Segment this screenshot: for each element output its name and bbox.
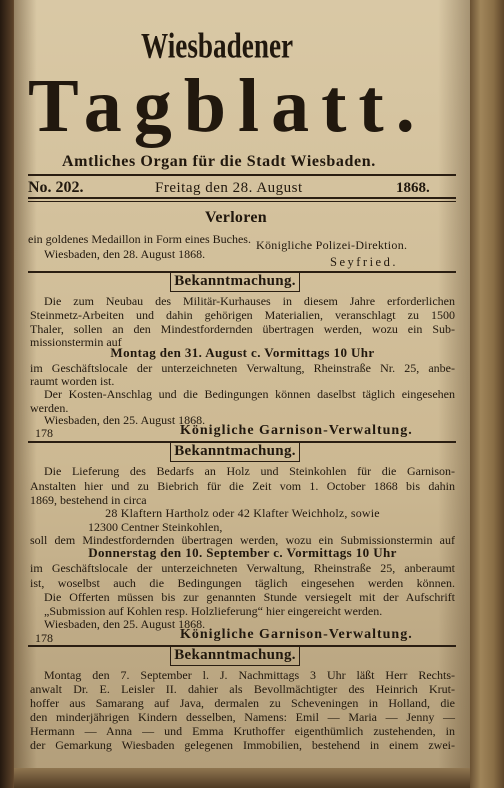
- masthead-title: Tagblatt.: [28, 64, 427, 148]
- notice-line: raumt worden ist.: [30, 374, 115, 388]
- notice-place-date: Wiesbaden, den 25. August 1868.: [44, 617, 206, 631]
- notice-line: missionstermin auf: [30, 335, 122, 349]
- notice-heading: Bekanntmachung.: [170, 272, 300, 292]
- notice-line: 28 Klaftern Hartholz oder 42 Klafter Weichholz, sowie: [105, 506, 380, 520]
- notice-place-date: Wiesbaden, den 28. August 1868.: [44, 247, 206, 261]
- notice-line: „Submission auf Kohlen resp. Holzlieferung“ hier eingereicht werden.: [44, 604, 383, 618]
- notice-line: im Geschäftslocale der unterzeichneten Verwaltung, Rheinstraße 25, anberaumt: [30, 561, 455, 575]
- issue-date: Freitag den 28. August: [155, 180, 303, 196]
- divider: [28, 197, 456, 199]
- notice-line: Die Offerten müssen bis zur genannten Stunde versiegelt mit der Aufschrift: [44, 590, 455, 604]
- notice-line: anwalt Dr. E. Leisler II. dahier als Bevollmächtigter des Heinrich Krut-: [30, 682, 455, 696]
- notice-heading: Bekanntmachung.: [170, 442, 300, 462]
- masthead-subtitle: Amtliches Organ für die Stadt Wiesbaden.: [62, 153, 376, 170]
- notice-heading: Verloren: [205, 209, 267, 226]
- notice-appointment: Montag den 31. August c. Vormittags 10 Uhr: [110, 345, 375, 360]
- notice-line: soll dem Mindestfordernden übertragen werden, wozu ein Submissionstermin auf: [30, 533, 455, 547]
- notice-place-date: Wiesbaden, den 25. August 1868.: [44, 413, 206, 427]
- notice-line: Hermann — Anna — und Emma Kruthoffer eigenthümlich zustehenden, in: [30, 724, 455, 738]
- notice-line: Der Kosten-Anschlag und die Bedingungen können daselbst täglich eingesehen: [44, 387, 455, 401]
- notice-line: ist, woselbst auch die Bedingungen täglich eingesehen werden können.: [30, 576, 455, 590]
- notice-line: im Geschäftslocale der unterzeichneten Verwaltung, Rheinstraße Nr. 25, anbe-: [30, 361, 455, 375]
- notice-line: 12300 Centner Steinkohlen,: [88, 520, 223, 534]
- notice-line: Anstalten hier und zu Biebrich für die Zeit vom 1. October 1868 bis dahin: [30, 479, 455, 493]
- notice-authority: Königliche Polizei-Direktion.: [256, 238, 408, 252]
- notice-authority: Königliche Garnison-Verwaltung.: [180, 423, 413, 438]
- masthead-title-top: Wiesbadener: [141, 27, 294, 66]
- notice-line: werden.: [30, 401, 69, 415]
- issue-number: No. 202.: [28, 179, 84, 196]
- notice-line: Thaler, sollen an den Mindestfordernden übertragen werden, wozu ein Sub-: [30, 322, 455, 336]
- notice-line: ein goldenes Medaillon in Form eines Buches.: [28, 232, 251, 246]
- notice-line: Steinmetz-Arbeiten und dahin gehörigen Materialien, veranschlagt zu 1500: [30, 308, 455, 322]
- notice-number: 178: [35, 631, 53, 645]
- notice-heading: Bekanntmachung.: [170, 646, 300, 666]
- notice-line: hoffer aus Samarang auf Java, dermalen zu Scheveningen in Holland, die: [30, 696, 455, 710]
- notice-line: Die zum Neubau des Militär-Kurhauses in diesem Jahre erforderlichen: [44, 294, 455, 308]
- notice-line: der Gemarkung Wiesbaden gelegenen Immobilien, bestehend in einem zwei-: [30, 738, 455, 752]
- notice-line: den minderjährigen Kindern desselben, Namens: Emil — Maria — Jenny —: [30, 710, 455, 724]
- notice-line: Die Lieferung des Bedarfs an Holz und Steinkohlen für die Garnison-: [44, 464, 455, 478]
- notice-authority: Königliche Garnison-Verwaltung.: [180, 627, 413, 642]
- notice-line: Montag den 7. September l. J. Nachmittags 3 Uhr läßt Herr Rechts-: [44, 668, 455, 682]
- notice-signature: Seyfried.: [330, 255, 398, 269]
- page-stack-edge: [468, 0, 504, 788]
- notice-number: 178: [35, 426, 53, 440]
- issue-year: 1868.: [396, 180, 430, 196]
- notice-appointment: Donnerstag den 10. September c. Vormittags 10 Uhr: [88, 545, 397, 560]
- divider: [28, 174, 456, 176]
- page-bottom-edge: [14, 768, 470, 788]
- divider: [28, 201, 456, 202]
- notice-line: 1869, bestehend in circa: [30, 493, 147, 507]
